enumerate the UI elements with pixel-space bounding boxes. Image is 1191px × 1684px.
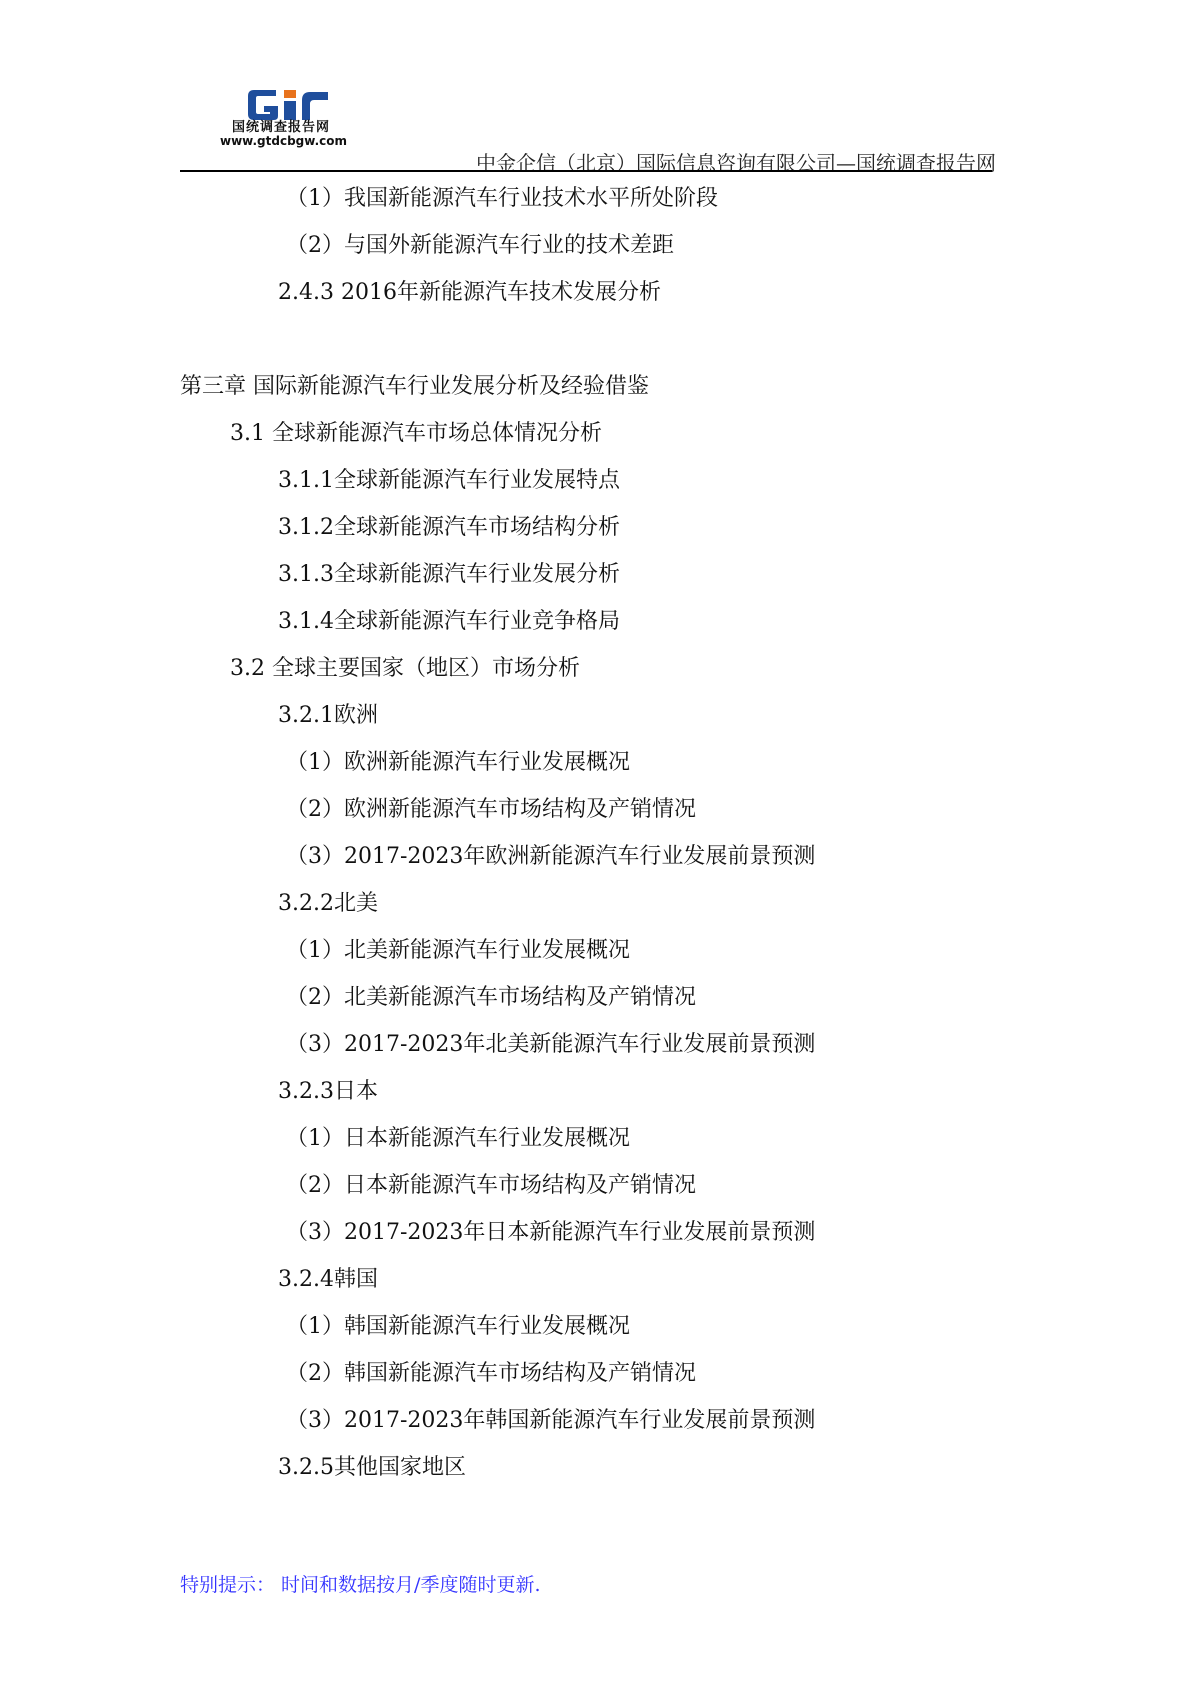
toc-subsection: 3.1.3全球新能源汽车行业发展分析 bbox=[278, 562, 620, 587]
toc-item: （3）2017-2023年欧洲新能源汽车行业发展前景预测 bbox=[286, 844, 816, 869]
toc-item: （2）北美新能源汽车市场结构及产销情况 bbox=[286, 985, 696, 1010]
toc-item: （3）2017-2023年韩国新能源汽车行业发展前景预测 bbox=[286, 1408, 816, 1433]
toc-subsection: 3.1.4全球新能源汽车行业竞争格局 bbox=[278, 609, 620, 634]
toc-item: （1）日本新能源汽车行业发展概况 bbox=[286, 1126, 630, 1151]
toc-item: （3）2017-2023年北美新能源汽车行业发展前景预测 bbox=[286, 1032, 816, 1057]
toc-subsection: 3.1.2全球新能源汽车市场结构分析 bbox=[278, 515, 620, 540]
toc-item: （2）韩国新能源汽车市场结构及产销情况 bbox=[286, 1361, 696, 1386]
toc-item: 2.4.3 2016年新能源汽车技术发展分析 bbox=[278, 280, 661, 305]
toc-item: （1）我国新能源汽车行业技术水平所处阶段 bbox=[286, 186, 718, 211]
toc-subsection: 3.2.2北美 bbox=[278, 891, 378, 916]
footer-update-note: 特别提示： 时间和数据按月/季度随时更新. bbox=[180, 1574, 541, 1596]
logo-url: www.gtdcbgw.com bbox=[220, 134, 347, 148]
toc-chapter-heading: 第三章 国际新能源汽车行业发展分析及经验借鉴 bbox=[180, 374, 649, 399]
toc-item: （2）日本新能源汽车市场结构及产销情况 bbox=[286, 1173, 696, 1198]
toc-subsection: 3.1.1全球新能源汽车行业发展特点 bbox=[278, 468, 620, 493]
site-logo bbox=[218, 80, 378, 160]
toc-section: 3.1 全球新能源汽车市场总体情况分析 bbox=[230, 421, 602, 446]
logo-brand-name: 国统调查报告网 bbox=[232, 120, 331, 135]
toc-subsection: 3.2.3日本 bbox=[278, 1079, 378, 1104]
toc-subsection: 3.2.5其他国家地区 bbox=[278, 1455, 466, 1480]
toc-item: （2）欧洲新能源汽车市场结构及产销情况 bbox=[286, 797, 696, 822]
toc-item: （3）2017-2023年日本新能源汽车行业发展前景预测 bbox=[286, 1220, 816, 1245]
toc-item: （2）与国外新能源汽车行业的技术差距 bbox=[286, 233, 674, 258]
header-divider bbox=[180, 170, 992, 172]
toc-subsection: 3.2.4韩国 bbox=[278, 1267, 378, 1292]
toc-subsection: 3.2.1欧洲 bbox=[278, 703, 378, 728]
toc-item: （1）韩国新能源汽车行业发展概况 bbox=[286, 1314, 630, 1339]
header-company-name: 中金企信（北京）国际信息咨询有限公司—国统调查报告网 bbox=[476, 151, 996, 175]
toc-section: 3.2 全球主要国家（地区）市场分析 bbox=[230, 656, 580, 681]
toc-item: （1）北美新能源汽车行业发展概况 bbox=[286, 938, 630, 963]
toc-item: （1）欧洲新能源汽车行业发展概况 bbox=[286, 750, 630, 775]
